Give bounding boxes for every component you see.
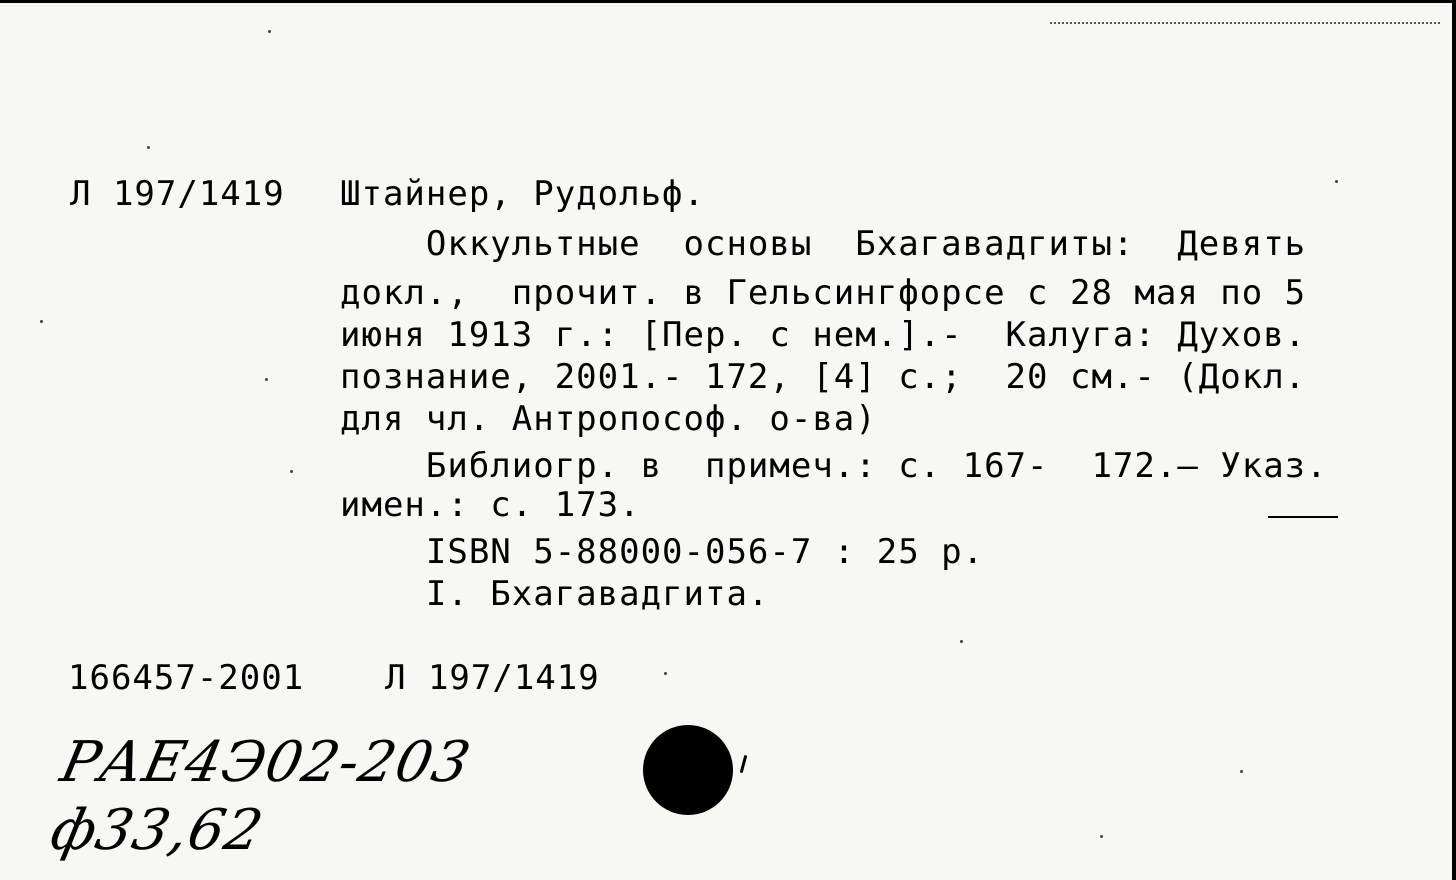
handwritten-fund-code: ф33,62 <box>45 798 270 863</box>
description-line-4: познание, 2001.- 172, [4] с.; 20 см.- (Докл. <box>340 357 1307 397</box>
scan-speck <box>1335 180 1338 183</box>
description-line-5: для чл. Антропософ. о-ва) <box>340 399 877 439</box>
scan-speck <box>290 470 293 473</box>
shelf-mark-top: Л 197/1419 <box>70 174 285 214</box>
scan-speck <box>664 672 667 675</box>
scan-speck <box>960 640 963 643</box>
description-line-6: Библиогр. в примеч.: с. 167- 172.— Указ. <box>340 446 1328 486</box>
underline-mark <box>1268 516 1338 518</box>
description-line-3: июня 1913 г.: [Пер. с нем.].- Калуга: Духов. <box>340 315 1307 355</box>
card-edge-right <box>1452 0 1456 880</box>
hole-tick-mark <box>740 755 748 773</box>
punch-hole <box>643 725 733 815</box>
subject-entry: I. Бхагавадгита. <box>340 574 770 614</box>
scan-speck <box>1100 835 1103 838</box>
description-line-1: Оккультные основы Бхагавадгиты: Девять <box>340 224 1307 264</box>
scan-speck <box>265 378 268 381</box>
author-heading: Штайнер, Рудольф. <box>340 174 705 214</box>
shelf-mark-bottom: Л 197/1419 <box>385 658 600 698</box>
scan-speck <box>268 30 271 33</box>
description-line-7: имен.: с. 173. <box>340 485 641 525</box>
top-rule <box>1050 22 1440 24</box>
scan-speck <box>40 320 43 323</box>
scan-speck <box>1240 770 1243 773</box>
handwritten-classification: РАЕ4Э02-203 <box>55 730 477 795</box>
card-edge-top <box>0 0 1456 3</box>
scan-speck <box>147 146 150 149</box>
accession-number: 166457-2001 <box>68 658 305 698</box>
description-line-2: докл., прочит. в Гельсингфорсе с 28 мая по 5 <box>340 273 1307 313</box>
isbn-line: ISBN 5-88000-056-7 : 25 р. <box>340 532 985 572</box>
